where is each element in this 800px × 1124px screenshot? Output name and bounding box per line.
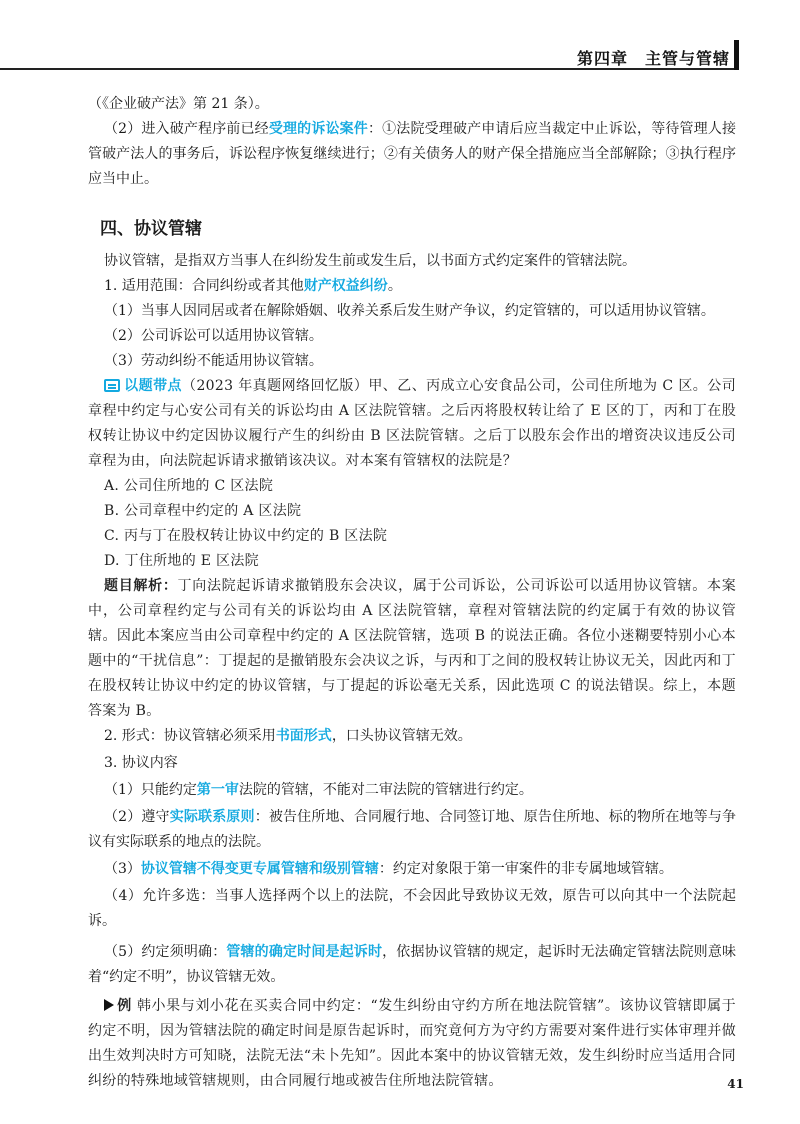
highlight-term: 受理的诉讼案件 — [268, 121, 368, 137]
highlight-term: 协议管辖不得变更专属管辖和级别管辖 — [140, 861, 379, 877]
text-run: ，依据协议管辖的规定，起诉时无法确定管辖法院则意味着“约定不明”，协议管辖无效。 — [88, 944, 737, 985]
scope-item: （1）当事人因同居或者在解除婚姻、收养关系后发生财产争议，约定管辖的，可以适用协议管辖。 — [104, 303, 715, 319]
analysis-label: 题目解析： — [104, 578, 178, 594]
arrow-right-icon — [104, 999, 114, 1011]
content-item — [104, 857, 736, 882]
chapter-title: 第四章 主管与管辖 — [576, 49, 730, 68]
text-run: （4）允许多选：当事人选择两个以上的法院，不会因此导致协议无效，原告可以向其中一个法院起诉。 — [88, 888, 736, 929]
intro-line: （《企业破产法》第 21 条）。 — [88, 96, 269, 112]
text-run: 。 — [387, 278, 402, 294]
option: C. 丙与丁在股权转让协议中约定的 B 区法院 — [104, 528, 388, 544]
section-title: 四、协议管辖 — [100, 219, 202, 239]
text-run: （2）进入破产程序前已经 — [104, 121, 269, 137]
text-run: （1）只能约定 — [104, 782, 197, 798]
content-item — [104, 778, 736, 803]
definition: 协议管辖，是指双方当事人在纠纷发生前或发生后，以书面方式约定案件的管辖法院。 — [104, 253, 636, 269]
example-text: （2023 年真题网络回忆版）甲、乙、丙成立心安食品公司，公司住所地为 C 区。公司章程中约定与心安公司有关的诉讼均由 A 区法院管辖。之后丙将股权转让给了 E 区的丁，丙和丁在股权转让协议中约定因协议履行产生的纠纷由 B 区法院管辖。之后丁以股东会作出的增资决议违反公司章程为由，向法院起诉请求撤销该决议。对本案有管辖权的法院是？ — [88, 378, 736, 469]
highlight-term: 管辖的确定时间是起诉时 — [226, 944, 383, 960]
text-run: （5）约定须明确： — [104, 944, 227, 960]
content-item — [88, 884, 736, 934]
case-label: 例 — [117, 998, 132, 1014]
text-run: ：①法院受理破产申请后应当裁定中止诉讼，等待管理人接管破产法人的事务后，诉讼程序恢复继续进行；②有关债务人的财产保全措施应当全部解除；③执行程序应当中止。 — [88, 121, 737, 187]
analysis-text: 丁向法院起诉请求撤销股东会决议，属于公司诉讼，公司诉讼可以适用协议管辖。本案中，公司章程约定与公司有关的诉讼均由 A 区法院管辖，章程对管辖法院的约定属于有效的协议管辖。因此本案应当由公司章程中约定的 A 区法院管辖，选项 B 的说法正确。各位小迷糊要特别小心本题中的“干扰信息”：丁提起的是撤销股东会决议之诉，与丙和丁之间的股权转让协议无关，因此丙和丁在股权转让协议中约定的协议管辖，与丁提起的诉讼毫无关系，因此选项 C 的说法错误。综上，本题答案为 B。 — [88, 578, 737, 719]
text-run: （3） — [104, 861, 141, 877]
note-icon — [104, 379, 120, 392]
highlight-term: 第一审 — [196, 782, 239, 798]
case-text: 韩小果与刘小花在买卖合同中约定：“发生纠纷由守约方所在地法院管辖”。该协议管辖即属于约定不明，因为管辖法院的确定时间是原告起诉时，而究竟何方为守约方需要对案件进行实体审理并做出生效判决时方可知晓，法院无法“未卜先知”。因此本案中的协议管辖无效，发生纠纷时应当适用合同纠纷的特殊地域管辖规则，由合同履行地或被告住所地法院管辖。 — [88, 998, 736, 1089]
page-number: 41 — [727, 1077, 744, 1091]
header-mark — [734, 40, 739, 70]
page-header — [0, 0, 800, 70]
scope-item: （3）劳动纠纷不能适用协议管辖。 — [104, 353, 323, 369]
form — [104, 724, 736, 749]
option: A. 公司住所地的 C 区法院 — [104, 478, 274, 494]
option: D. 丁住所地的 E 区法院 — [104, 553, 259, 569]
content-heading: 3. 协议内容 — [104, 755, 178, 771]
content-item — [88, 805, 736, 855]
content-item — [88, 940, 736, 990]
intro-paragraph-2 — [88, 117, 736, 192]
highlight-term: 实际联系原则 — [169, 809, 255, 825]
page-body — [88, 92, 737, 1094]
example-question — [88, 374, 736, 474]
highlight-term: 财产权益纠纷 — [303, 278, 388, 294]
option: B. 公司章程中约定的 A 区法院 — [104, 503, 302, 519]
text-run: 1. 适用范围：合同纠纷或者其他 — [104, 278, 304, 294]
example-label: 以题带点 — [124, 378, 182, 394]
scope-item: （2）公司诉讼可以适用协议管辖。 — [104, 328, 323, 344]
scope — [104, 274, 736, 299]
highlight-term: 书面形式 — [275, 728, 332, 744]
text-run: ，口头协议管辖无效。 — [331, 728, 472, 744]
text-run: ：约定对象限于第一审案件的非专属地域管辖。 — [378, 861, 673, 877]
case-example — [88, 994, 736, 1094]
text-run: （2）遵守 — [104, 809, 170, 825]
header-rule — [0, 68, 734, 70]
text-run: ：被告住所地、合同履行地、合同签订地、原告住所地、标的物所在地等与争议有实际联系的地点的法院。 — [88, 809, 736, 850]
text-run: 法院的管辖，不能对二审法院的管辖进行约定。 — [238, 782, 533, 798]
text-run: 2. 形式：协议管辖必须采用 — [104, 728, 276, 744]
analysis — [88, 574, 736, 724]
